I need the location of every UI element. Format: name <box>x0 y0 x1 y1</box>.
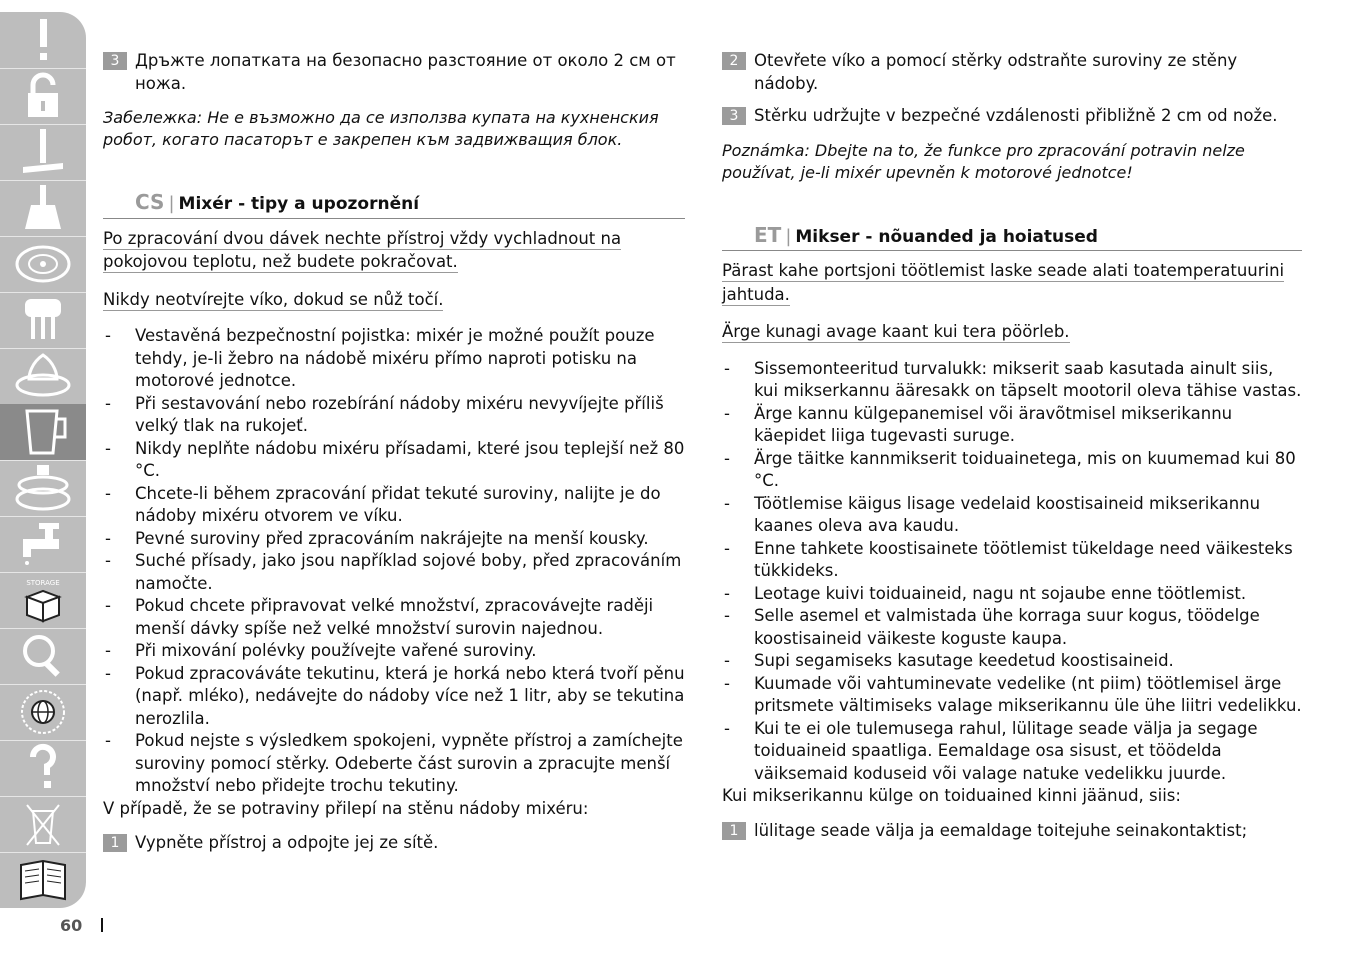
section-heading <box>722 224 1302 252</box>
disc-icon <box>0 236 86 293</box>
list-item: - Ärge täitke kannmikserit toiduainetega, mis on kuumemad kui 80 °C. <box>722 448 1302 493</box>
step-3 <box>722 105 1302 128</box>
list-item: - Kui te ei ole tulemusega rahul, lülitage seade välja ja segage toiduaineid spaatliga. Eemaldage osa sisust, et töödelda väiksemaid koduseid või valage natuke vedelikku juurde. <box>722 718 1302 786</box>
section-title: Mixér - tipy a upozornění <box>178 194 420 214</box>
list-item: - Kuumade või vahtuminevate vedelike (nt piim) töötlemisel ärge pritsmete vältimiseks valage mikserikannu üle ühe liitri vedelikku. <box>722 673 1302 718</box>
sidebar <box>0 12 86 908</box>
list-item: - Sissemonteeritud turvalukk: mikserit saab kasutada ainult siis, kui mikserkannu ääresakk on täpselt mootoril oleva tähise vastas. <box>722 358 1302 403</box>
list-item: - Suché přísady, jako jsou například sojové boby, před zpracováním namočte. <box>103 550 685 595</box>
list-item: - Pokud nejste s výsledkem spokojeni, vypněte přístroj a zamíchejte suroviny pomocí stěrky. Odeberte část surovin a zpracujte menší množství nebo přidejte trochu tekutiny. <box>103 730 685 798</box>
tips-list <box>722 358 1302 786</box>
tips-list <box>103 325 685 798</box>
question-mark-icon <box>0 740 86 797</box>
right-column <box>722 50 1302 852</box>
storage-label: STORAGE <box>26 579 60 587</box>
exclamation-icon <box>0 12 86 69</box>
warning-2: Ärge kunagi avage kaant kui tera pöörleb. <box>722 322 1070 341</box>
list-item: - Pevné suroviny před zpracováním nakrájejte na menší kousky. <box>103 528 685 551</box>
list-item: - Nikdy neplňte nádobu mixéru přísadami, které jsou teplejší než 80 °C. <box>103 438 685 483</box>
step-number: 3 <box>722 107 746 125</box>
step-number: 3 <box>103 52 127 70</box>
padlock-icon <box>0 68 86 125</box>
follow-up-text: V případě, že se potraviny přilepí na stěnu nádoby mixéru: <box>103 798 589 818</box>
step-text: Дръжте лопатката на безопасно разстояние от около 2 см от ножа. <box>135 51 676 93</box>
knife-blade-icon <box>0 124 86 181</box>
warning-1: Po zpracování dvou dávek nechte přístroj vždy vychladnout na pokojovou teplotu, než budete pokračovat. <box>103 228 622 271</box>
list-item: - Chcete-li během zpracování přidat tekuté suroviny, nalijte je do nádoby mixéru otvorem ve víku. <box>103 483 685 528</box>
list-item: - Ärge kannu külgepanemisel või äravõtmisel mikserikannu käepidet liiga tugevasti suruge. <box>722 403 1302 448</box>
warning-2: Nikdy neotvírejte víko, dokud se nůž točí. <box>103 289 444 309</box>
list-item: - Enne tahkete koostisainete töötlemist tükeldage need väikesteks tükkideks. <box>722 538 1302 583</box>
warning-1: Pärast kahe portsjoni töötlemist laske seade alati toatemperatuurini jahtuda. <box>722 261 1285 304</box>
list-item: - Töötlemise käigus lisage vedelaid koostisaineid mikserikannu kaanes oleva ava kaudu. <box>722 493 1302 538</box>
recycle-bin-icon <box>0 796 86 853</box>
tap-icon <box>0 516 86 573</box>
follow-up-text: Kui mikserikannu külge on toiduained kinni jäänud, siis: <box>722 786 1181 805</box>
language-code: ET <box>754 222 782 247</box>
step-text: lülitage seade välja ja eemaldage toitejuhe seinakontaktist; <box>754 820 1248 840</box>
step-number: 1 <box>103 834 127 852</box>
heading-separator: | <box>785 225 792 247</box>
step-text: Stěrku udržujte v bezpečné vzdálenosti přibližně 2 cm od nože. <box>754 106 1278 125</box>
list-item: - Pokud chcete připravovat velké množství, zpracovávejte raději menší dávky spíše než velké množství surovin najednou. <box>103 595 685 640</box>
left-column <box>103 50 685 865</box>
step-text: Vypněte přístroj a odpojte jej ze sítě. <box>135 833 439 852</box>
step-number: 1 <box>722 822 746 840</box>
bowl-assembly-icon <box>0 460 86 517</box>
globe-guarantee-icon <box>0 684 86 741</box>
step-number: 2 <box>722 52 746 70</box>
storage-box-icon <box>0 572 86 629</box>
step-1 <box>722 820 1302 843</box>
note: Забележка: Не е възможно да се използва купата на кухненския робот, когато пасаторът е закрепен към задвижващия блок. <box>103 108 659 149</box>
step-3 <box>103 50 685 95</box>
heading-separator: | <box>168 193 175 214</box>
list-item: - Pokud zpracováváte tekutinu, která je horká nebo která tvoří pěnu (např. mléko), nedávejte do nádoby více než 1 litr, aby se tekutina nerozlila. <box>103 663 685 731</box>
page-number: 60 <box>60 916 83 935</box>
list-item: - Selle asemel et valmistada ühe korraga suur kogus, töödelge koostisaineid väikeste koguste kaupa. <box>722 605 1302 650</box>
magnifier-icon <box>0 628 86 685</box>
section-title: Mikser - nõuanded ja hoiatused <box>795 226 1098 247</box>
list-item: - Supi segamiseks kasutage keedetud koostisaineid. <box>722 650 1302 673</box>
note: Poznámka: Dbejte na to, že funkce pro zpracování potravin nelze používat, je-li mixér upevněn k motorové jednotce! <box>722 140 1245 182</box>
book-icon <box>0 852 86 908</box>
list-item: - Při mixování polévky používejte vařené suroviny. <box>103 640 685 663</box>
step-text: Otevřete víko a pomocí stěrky odstraňte suroviny ze stěny nádoby. <box>754 51 1238 93</box>
language-code: CS <box>135 190 165 214</box>
list-item: - Při sestavování nebo rozebírání nádoby mixéru nevyvíjejte příliš velký tlak na rukojeť. <box>103 393 685 438</box>
list-item: - Vestavěná bezpečnostní pojistka: mixér je možné použít pouze tehdy, je-li žebro na nádobě mixéru přímo naproti potisku na motorové jednotce. <box>103 325 685 393</box>
page-number-divider <box>101 918 103 932</box>
whisk-icon <box>0 292 86 349</box>
blender-jug-icon <box>0 404 86 461</box>
section-heading <box>103 191 685 219</box>
citrus-press-icon <box>0 348 86 405</box>
dough-tool-icon <box>0 180 86 237</box>
list-item: - Leotage kuivi toiduaineid, nagu nt sojaube enne töötlemist. <box>722 583 1302 606</box>
step-1 <box>103 832 685 855</box>
step-2 <box>722 50 1302 95</box>
